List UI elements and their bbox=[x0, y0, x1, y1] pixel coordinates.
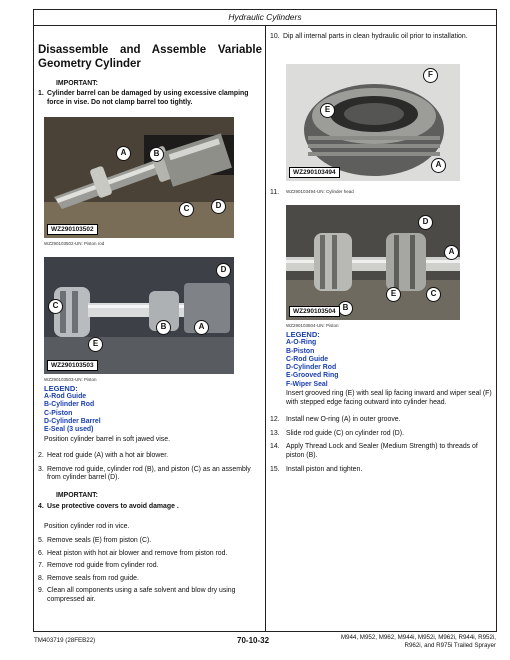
photo-id-label: WZ290103494 bbox=[289, 167, 340, 178]
step-number: 5. bbox=[38, 536, 44, 544]
step-number: 11. bbox=[270, 188, 280, 196]
legend-title: LEGEND: bbox=[286, 329, 320, 339]
step-number: 14. bbox=[270, 443, 280, 451]
right-column bbox=[270, 26, 494, 474]
step-number: 4. bbox=[38, 502, 44, 510]
model-list-line-1: M944, M952, M962, M944i, M952i, M962i, R944i, R952i, bbox=[340, 634, 496, 641]
photo-caption: WZ290103503-UN: Piston bbox=[44, 377, 97, 383]
legend-item: E-Grooved Ring bbox=[286, 372, 339, 380]
model-list bbox=[341, 634, 496, 650]
callout-d: D bbox=[216, 263, 231, 278]
step-number: 9. bbox=[38, 587, 44, 595]
photo-caption: WZ290103494-UN: Cylinder head bbox=[286, 188, 354, 194]
callout-e: E bbox=[386, 287, 401, 302]
photo-piston bbox=[44, 257, 234, 374]
step-10 bbox=[270, 33, 494, 42]
piston-illustration bbox=[44, 257, 234, 374]
callout-a: A bbox=[116, 146, 131, 161]
step-3 bbox=[38, 466, 262, 483]
callout-e: E bbox=[320, 103, 335, 118]
step-number: 15. bbox=[270, 465, 280, 473]
page-header-title: Hydraulic Cylinders bbox=[228, 12, 302, 22]
legend-item: B-Piston bbox=[286, 347, 315, 355]
step-5 bbox=[38, 537, 262, 546]
callout-b: B bbox=[149, 147, 164, 162]
callout-c: C bbox=[426, 287, 441, 302]
callout-d: D bbox=[418, 215, 433, 230]
legend-item: A-O-Ring bbox=[286, 339, 317, 347]
callout-b: B bbox=[156, 320, 171, 335]
doc-number: TM403719 (28FEB22) bbox=[34, 637, 96, 644]
legend-item: D-Cylinder Barrel bbox=[44, 417, 101, 425]
legend-item: D-Cylinder Rod bbox=[286, 364, 337, 372]
photo-cylinder-head bbox=[286, 64, 460, 181]
step-1 bbox=[38, 90, 262, 107]
page-number: 70-10-32 bbox=[237, 636, 270, 645]
legend-item: C-Rod Guide bbox=[286, 355, 329, 363]
model-list-line-2: R962i, and R975i Trailed Sprayer bbox=[404, 641, 496, 649]
step-text: Dip all internal parts in clean hydraulic oil prior to installation. bbox=[283, 33, 468, 40]
instruction-text: Insert grooved ring (E) with seal lip facing inward and wiper seal (F) with stepped edge facing outward into cylinder head. bbox=[286, 389, 492, 406]
step-12 bbox=[270, 416, 494, 425]
callout-f: F bbox=[423, 68, 438, 83]
step-number: 6. bbox=[38, 549, 44, 557]
photo-id-label: WZ290103502 bbox=[47, 224, 98, 235]
section-title: Disassemble and Assemble Variable Geometry Cylinder bbox=[38, 44, 262, 70]
step-text: Remove seals from rod guide. bbox=[47, 574, 139, 582]
piston-rod-illustration bbox=[44, 117, 234, 238]
step-7 bbox=[38, 562, 262, 571]
step-text: Remove rod guide, cylinder rod (B), and piston (C) as an assembly from cylinder barrel (D). bbox=[47, 465, 251, 482]
step-text: Remove seals (E) from piston (C). bbox=[47, 536, 152, 544]
photo-caption: WZ290103504-UN: Piston bbox=[286, 323, 339, 329]
photo-piston-rod bbox=[44, 117, 234, 238]
step-number: 2. bbox=[38, 452, 44, 460]
step-9 bbox=[38, 587, 262, 604]
page-frame bbox=[33, 9, 497, 632]
column-divider bbox=[265, 26, 266, 631]
legend-item: E-Seal (3 used) bbox=[44, 426, 94, 434]
step-13 bbox=[270, 430, 494, 439]
important-label-2: IMPORTANT: bbox=[56, 492, 98, 499]
callout-a: A bbox=[444, 245, 459, 260]
legend-item: B-Cylinder Rod bbox=[44, 401, 95, 409]
photo-id-label: WZ290103504 bbox=[289, 306, 340, 317]
callout-a: A bbox=[194, 320, 209, 335]
step-number: 10. bbox=[270, 33, 280, 40]
legend-item: F-Wiper Seal bbox=[286, 380, 328, 388]
step-text: Heat rod guide (A) with a hot air blower. bbox=[47, 452, 169, 460]
step-text: Cylinder barrel can be damaged by using excessive clamping force in vise. Do not clamp barrel too tightly. bbox=[47, 90, 249, 106]
step-15 bbox=[270, 466, 494, 475]
step-8 bbox=[38, 575, 262, 584]
photo-caption: WZ290103502-UN: Piston rod bbox=[44, 241, 105, 247]
callout-b: B bbox=[338, 301, 353, 316]
photo-piston-assembly bbox=[286, 205, 460, 320]
step-number: 7. bbox=[38, 562, 44, 570]
instruction-text: Position cylinder barrel in soft jawed vise. bbox=[44, 435, 171, 443]
callout-d: D bbox=[211, 199, 226, 214]
legend-title: LEGEND: bbox=[44, 383, 78, 393]
step-text: Apply Thread Lock and Sealer (Medium Strength) to threads of piston (B). bbox=[286, 443, 478, 460]
step-number: 3. bbox=[38, 465, 44, 473]
callout-c: C bbox=[48, 299, 63, 314]
step-6 bbox=[38, 550, 262, 559]
step-14 bbox=[270, 443, 494, 460]
step-4 bbox=[38, 503, 262, 512]
step-number: 12. bbox=[270, 416, 280, 424]
step-text: Install new O-ring (A) in outer groove. bbox=[286, 416, 401, 424]
important-label-1: IMPORTANT: bbox=[56, 79, 98, 87]
step-2 bbox=[38, 452, 262, 461]
page-footer bbox=[0, 633, 510, 657]
legend-item: A-Rod Guide bbox=[44, 393, 87, 401]
step-text: Remove rod guide from cylinder rod. bbox=[47, 562, 159, 570]
step-11 bbox=[270, 189, 494, 198]
callout-e: E bbox=[88, 337, 103, 352]
callout-c: C bbox=[179, 202, 194, 217]
legend-item: C-Piston bbox=[44, 409, 73, 417]
step-text: Heat piston with hot air blower and remove from piston rod. bbox=[47, 549, 228, 557]
step-number: 1. bbox=[38, 90, 44, 98]
instruction-text: Position cylinder rod in vice. bbox=[44, 523, 130, 531]
step-number: 8. bbox=[38, 574, 44, 582]
step-text: Slide rod guide (C) on cylinder rod (D). bbox=[286, 429, 404, 437]
step-text: Install piston and tighten. bbox=[286, 465, 363, 473]
step-text: Clean all components using a safe solvent and blow dry using compressed air. bbox=[47, 587, 236, 603]
step-text: Use protective covers to avoid damage . bbox=[47, 502, 179, 510]
photo-id-label: WZ290103503 bbox=[47, 360, 98, 371]
left-column bbox=[38, 26, 262, 605]
step-number: 13. bbox=[270, 429, 280, 437]
callout-a: A bbox=[431, 158, 446, 173]
piston-assembly-illustration bbox=[286, 205, 460, 320]
